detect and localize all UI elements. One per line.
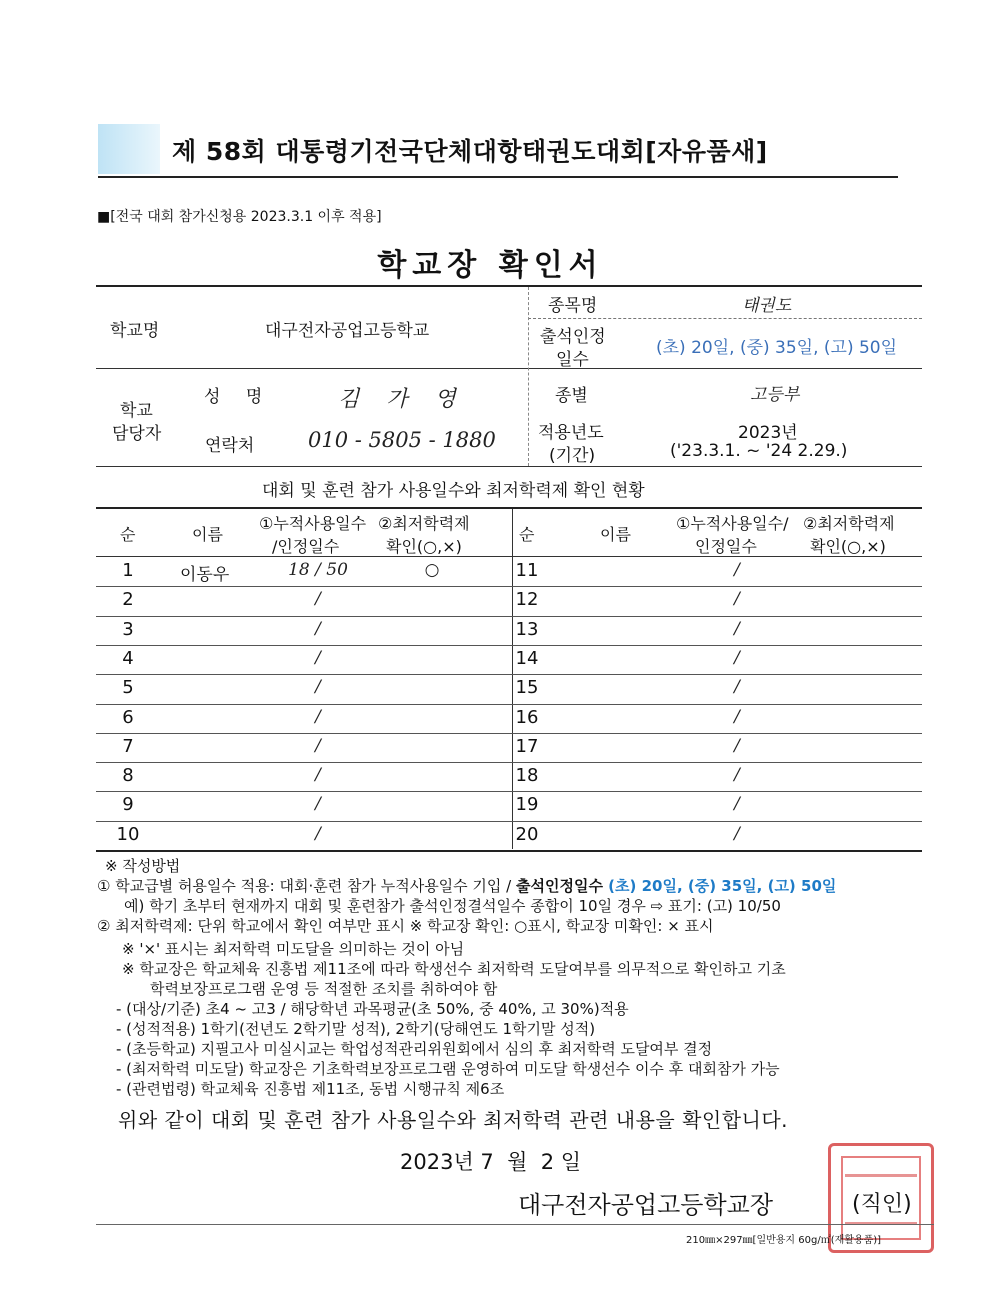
- contact-label-2: 담당자: [112, 424, 162, 444]
- table-section-title: 대회 및 훈련 참가 사용일수와 최저학력제 확인 현황: [262, 481, 645, 501]
- header-name: 이름: [192, 525, 223, 544]
- bullet-3: - (초등학교) 지필고사 미실시교는 학업성적관리위원회에서 심의 후 최저학력 도달여부 결정: [116, 1040, 713, 1058]
- bullet-2: - (성적적용) 1학기(전년도 2학기말 성적), 2학기(당해연도 1학기말 성적): [116, 1020, 596, 1038]
- rule: [528, 318, 922, 319]
- table-cell-right-no: 14: [515, 647, 539, 669]
- table-cell-left-no: 3: [122, 618, 134, 640]
- table-cell-right-days: /: [734, 618, 740, 639]
- year-label: 적용년도: [538, 423, 604, 443]
- header-min-right-2: 확인(○,×): [810, 537, 886, 556]
- note-2-sub-2: ※ 학교장은 학교체육 진흥법 제11조에 따라 학생선수 최저학력 도달여부를 의무적으로 확인하고 기초: [122, 960, 786, 978]
- rule: [96, 507, 922, 509]
- event-label: 종목명: [548, 296, 598, 316]
- title-band: [98, 124, 160, 174]
- header-days: ①누적사용일수: [259, 514, 367, 533]
- name-label: 성 명: [204, 387, 273, 407]
- table-cell-right-no: 20: [515, 823, 539, 845]
- note-1-example: 예) 학기 초부터 현재까지 대회 및 훈련참가 출석인정결석일수 종합이 10일 경우 ⇨ 표기: (고) 10/50: [124, 897, 781, 915]
- header-min-right: ②최저학력제: [803, 514, 895, 533]
- school-value: 대구전자공업고등학교: [265, 321, 430, 341]
- attendance-value: (초) 20일, (중) 35일, (고) 50일: [656, 338, 898, 358]
- table-cell-left-days: /: [315, 765, 321, 786]
- paper-spec: 210㎜×297㎜[일반용지 60g/㎡(재활용품)]: [686, 1235, 882, 1246]
- table-cell-left-no: 5: [122, 677, 134, 699]
- table-cell-right-days: /: [734, 735, 740, 756]
- row-rule: [96, 762, 922, 763]
- table-cell-right-days: /: [734, 677, 740, 698]
- table-cell-left-name: 이동우: [180, 565, 230, 585]
- table-cell-right-no: 19: [515, 794, 539, 816]
- table-cell-left-no: 6: [122, 706, 134, 728]
- table-cell-left-days: /: [315, 735, 321, 756]
- name-value: 김 가 영: [338, 387, 466, 412]
- table-cell-right-no: 17: [515, 735, 539, 757]
- application-note: ■[전국 대회 참가신청용 2023.3.1 이후 적용]: [97, 209, 382, 225]
- table-cell-right-days: /: [734, 647, 740, 668]
- table-cell-left-days: /: [315, 706, 321, 727]
- rule: [96, 1224, 934, 1225]
- table-cell-left-days: 18 / 50: [288, 560, 348, 580]
- bullet-1: - (대상/기준) 초4 ~ 고3 / 해당학년 과목평균(초 50%, 중 40%, 고 30%)적용: [116, 1000, 629, 1018]
- year-label-2: (기간): [549, 446, 596, 466]
- rule: [96, 368, 922, 369]
- header-no: 순: [120, 525, 136, 544]
- table-cell-right-days: /: [734, 823, 740, 844]
- table-cell-left-no: 7: [122, 735, 134, 757]
- table-cell-left-no: 9: [122, 794, 134, 816]
- bullet-5: - (관련법령) 학교체육 진흥법 제11조, 동법 시행규칙 제6조: [116, 1080, 505, 1098]
- table-cell-right-days: /: [734, 589, 740, 610]
- header-min: ②최저학력제: [378, 514, 470, 533]
- year-value: 2023년: [738, 423, 798, 443]
- table-cell-right-days: /: [734, 765, 740, 786]
- table-cell-right-days: /: [734, 794, 740, 815]
- table-cell-right-no: 16: [515, 706, 539, 728]
- table-cell-right-no: 12: [515, 589, 539, 611]
- header-days-2: /인정일수: [272, 537, 340, 556]
- principal-name: 대구전자공업고등학교장: [518, 1191, 774, 1219]
- rule: [96, 285, 922, 287]
- document-title: 학교장 확인서: [377, 248, 604, 283]
- note-1-emph: 출석인정일수: [516, 877, 609, 895]
- row-rule: [96, 733, 922, 734]
- row-rule: [96, 616, 922, 617]
- header-min-2: 확인(○,×): [386, 537, 462, 556]
- table-cell-left-days: /: [315, 794, 321, 815]
- header-no-right: 순: [519, 525, 535, 544]
- table-cell-left-days: /: [315, 677, 321, 698]
- attendance-label-2: 일수: [556, 350, 589, 370]
- phone-label: 연락처: [205, 436, 255, 456]
- note-2: ② 최저학력제: 단위 학교에서 확인 여부만 표시 ※ 학교장 확인: ○표시, 학교장 미확인: × 표시: [97, 917, 714, 935]
- division-value: 고등부: [750, 385, 800, 405]
- division-label: 종별: [555, 386, 588, 406]
- event-value: 태권도: [742, 296, 792, 316]
- table-cell-left-no: 4: [122, 647, 134, 669]
- table-cell-left-min: ○: [424, 560, 440, 580]
- seal-label: (직인): [852, 1192, 912, 1217]
- attendance-label: 출석인정: [540, 327, 606, 347]
- note-1: [97, 875, 836, 896]
- table-cell-left-days: /: [315, 647, 321, 668]
- row-rule: [96, 674, 922, 675]
- header-days-right: ①누적사용일수/: [676, 514, 789, 533]
- period-value: ('23.3.1. ~ '24 2.29.): [670, 441, 848, 461]
- row-rule: [96, 645, 922, 646]
- confirmation-statement: 위와 같이 대회 및 훈련 참가 사용일수와 최저학력 관련 내용을 확인합니다.: [118, 1108, 789, 1132]
- seal-mark: [845, 1174, 917, 1177]
- bullet-4: - (최저학력 미도달) 학교장은 기초학력보장프로그램 운영하여 미도달 학생선수 이수 후 대회참가 가능: [116, 1060, 780, 1078]
- rule: [96, 556, 922, 557]
- row-rule: [96, 821, 922, 822]
- row-rule: [96, 704, 922, 705]
- table-cell-left-no: 1: [122, 560, 134, 581]
- header-days-right-2: 인정일수: [695, 537, 757, 556]
- phone-value: 010 - 5805 - 1880: [308, 428, 496, 452]
- competition-title: 제 58회 대통령기전국단체대항태권도대회[자유품새]: [172, 137, 768, 166]
- note-2-sub-1: ※ '×' 표시는 최저학력 미도달을 의미하는 것이 아님: [122, 940, 465, 958]
- table-cell-left-no: 2: [122, 589, 134, 611]
- signature-date: 2023년 7 월 2 일: [400, 1150, 582, 1174]
- contact-label: 학교: [120, 401, 153, 421]
- table-cell-right-days: /: [734, 560, 740, 580]
- table-cell-right-no: 13: [515, 618, 539, 640]
- note-2-sub-3: 학력보장프로그램 운영 등 적절한 조치를 취하여야 함: [150, 980, 498, 998]
- table-cell-left-days: /: [315, 823, 321, 844]
- note-1-text: ① 학교급별 허용일수 적용: 대회·훈련 참가 누적사용일수 기입 /: [97, 877, 516, 895]
- row-rule: [96, 850, 922, 852]
- school-label: 학교명: [110, 321, 160, 341]
- row-rule: [96, 791, 922, 792]
- notes-heading: ※ 작성방법: [105, 857, 181, 875]
- table-cell-left-days: /: [315, 589, 321, 610]
- table-cell-left-no: 10: [116, 823, 140, 845]
- table-cell-left-no: 8: [122, 765, 134, 787]
- note-1-days: (초) 20일, (중) 35일, (고) 50일: [608, 877, 837, 895]
- table-cell-left-days: /: [315, 618, 321, 639]
- table-cell-right-days: /: [734, 706, 740, 727]
- header-rule: [98, 176, 898, 178]
- row-rule: [96, 586, 922, 587]
- rule: [96, 466, 922, 467]
- table-cell-right-no: 15: [515, 677, 539, 699]
- divider: [528, 287, 529, 466]
- header-name-right: 이름: [600, 525, 631, 544]
- table-cell-right-no: 11: [515, 560, 539, 581]
- table-cell-right-no: 18: [515, 765, 539, 787]
